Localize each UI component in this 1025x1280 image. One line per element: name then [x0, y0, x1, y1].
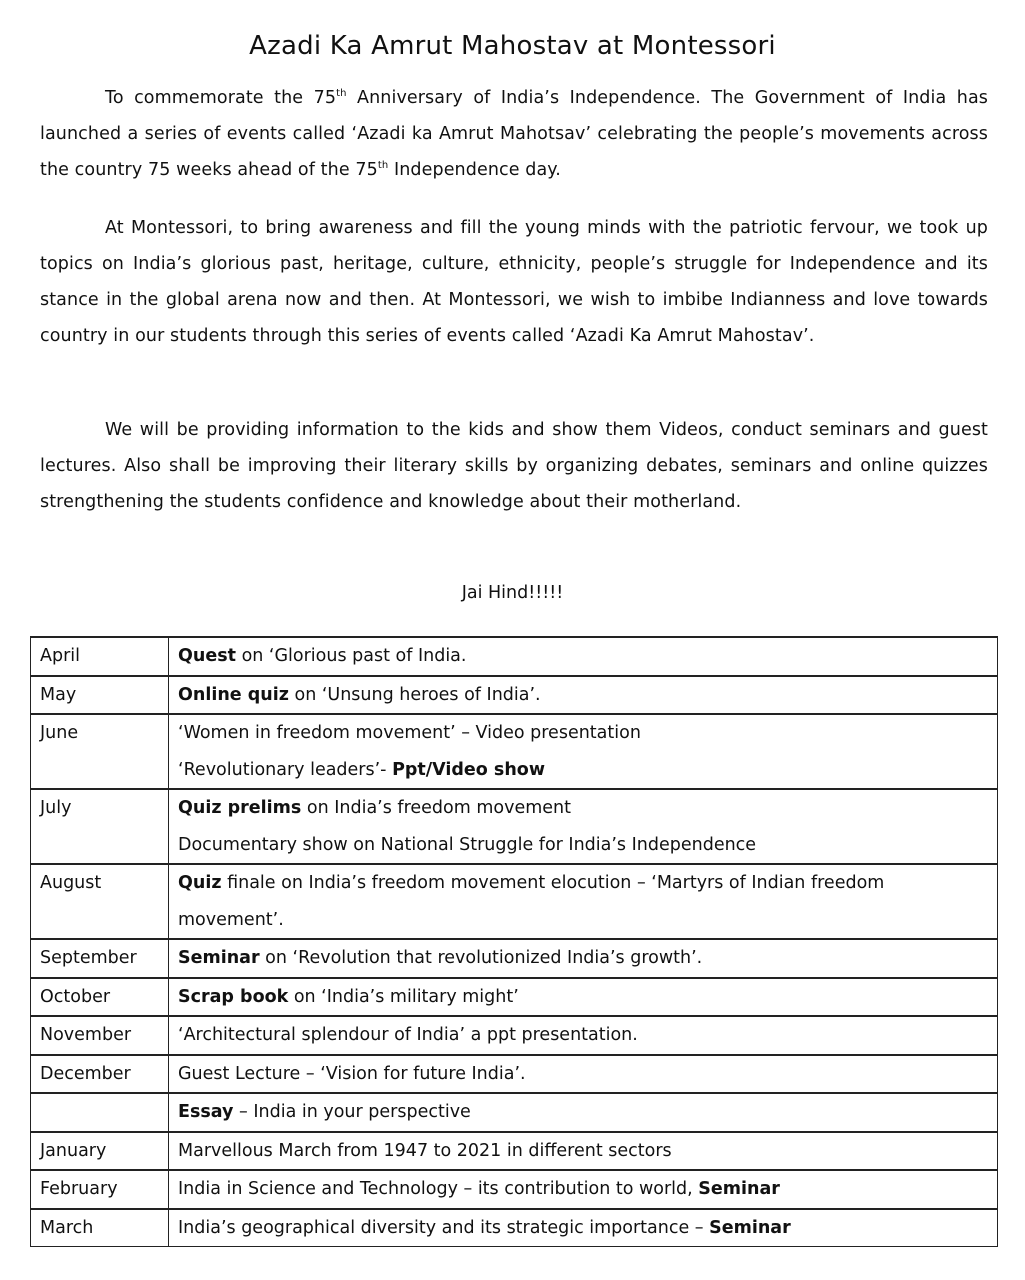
table-row [31, 864, 998, 939]
table-row [31, 1132, 998, 1171]
activity-text: on ‘Unsung heroes of India’. [288, 684, 541, 705]
table-row [31, 676, 998, 715]
activity-line [178, 940, 988, 977]
activity-cell [169, 1132, 998, 1171]
table-row [31, 789, 998, 864]
activity-cell [169, 714, 998, 789]
activity-line [178, 1017, 988, 1054]
activity-keyword: Seminar [709, 1217, 791, 1238]
month-cell: August [31, 864, 169, 939]
activity-cell [169, 939, 998, 978]
month-cell: July [31, 789, 169, 864]
activities-paragraph: We will be providing information to the kids and show them Videos, conduct seminars and guest lectures. Also shall be improving their literary skills by organizing debates, seminars and online quizzes strengthening the students confidence and knowledge about their motherland. [40, 420, 988, 512]
activity-text: India in Science and Technology – its contribution to world, [178, 1179, 699, 1199]
activity-keyword: Online quiz [178, 684, 289, 705]
activity-cell [169, 1209, 998, 1247]
activity-line [178, 638, 988, 675]
table-row [31, 1209, 998, 1247]
table-row [31, 637, 998, 676]
activity-cell [169, 676, 998, 715]
activity-text: Guest Lecture – ‘Vision for future India’. [178, 1063, 526, 1084]
activity-line [178, 1094, 988, 1131]
activity-keyword: Quiz prelims [178, 798, 302, 818]
table-row [31, 978, 998, 1017]
activity-keyword: Seminar [698, 1179, 780, 1199]
activity-line [178, 790, 988, 827]
table-row [31, 1016, 998, 1055]
activity-cell [169, 1016, 998, 1055]
activity-line [178, 715, 988, 752]
activity-text: on India’s freedom movement [301, 798, 571, 818]
month-cell: April [31, 637, 169, 676]
activity-line [178, 1171, 988, 1208]
month-cell: February [31, 1170, 169, 1209]
activity-line [178, 827, 988, 864]
activity-text: Marvellous March from 1947 to 2021 in different sectors [178, 1140, 672, 1161]
activity-line [178, 1056, 988, 1093]
activity-line [178, 1133, 988, 1170]
activity-cell [169, 637, 998, 676]
activity-keyword: Ppt/Video show [392, 759, 545, 780]
activity-cell [169, 1055, 998, 1094]
intro-paragraph: To commemorate the 75th Anniversary of India’s Independence. The Government of India has launched a series of events called ‘Azadi ka Amrut Mahotsav’ celebrating the people’s movements across the country 75 weeks ahead of the 75th Independence day. [40, 88, 988, 180]
month-cell: December [31, 1055, 169, 1094]
activity-text: finale on India’s freedom movement elocution – ‘Martyrs of Indian freedom movement’. [178, 873, 885, 930]
activity-cell [169, 1093, 998, 1132]
activity-text: on ‘Revolution that revolutionized India’s growth’. [259, 948, 703, 968]
activity-keyword: Seminar [178, 948, 260, 968]
month-cell: May [31, 676, 169, 715]
table-row [31, 1093, 998, 1132]
activity-cell [169, 864, 998, 939]
activity-text: ‘Architectural splendour of India’ a ppt presentation. [178, 1025, 638, 1045]
table-row [31, 939, 998, 978]
activity-line [178, 677, 988, 714]
activity-keyword: Quest [178, 646, 236, 666]
month-cell: June [31, 714, 169, 789]
activity-keyword: Essay [178, 1102, 234, 1122]
month-cell: November [31, 1016, 169, 1055]
activity-text: on ‘Glorious past of India. [236, 646, 467, 666]
activity-line [178, 979, 988, 1016]
month-cell: October [31, 978, 169, 1017]
activity-cell [169, 978, 998, 1017]
closing-line: Jai Hind!!!!! [461, 583, 564, 603]
table-row [31, 1055, 998, 1094]
activity-text: – India in your perspective [233, 1102, 471, 1122]
table-row [31, 714, 998, 789]
activity-cell [169, 789, 998, 864]
schedule-table [30, 636, 998, 1247]
activity-cell [169, 1170, 998, 1209]
activity-keyword: Quiz [178, 873, 222, 893]
activity-text: India’s geographical diversity and its strategic importance – [178, 1217, 710, 1238]
month-cell: January [31, 1132, 169, 1171]
activity-line [178, 752, 988, 789]
montessori-paragraph: At Montessori, to bring awareness and fill the young minds with the patriotic fervour, we took up topics on India’s glorious past, heritage, culture, ethnicity, people’s struggle for Independence and its stance in the global arena now and then. At Montessori, we wish to imbibe Indianness and love towards country in our students through this series of events called ‘Azadi Ka Amrut Mahostav’. [40, 218, 988, 346]
activity-text: ‘Revolutionary leaders’- [178, 759, 393, 780]
table-row [31, 1170, 998, 1209]
document-title: Azadi Ka Amrut Mahostav at Montessori [249, 31, 776, 62]
activity-text: ‘Women in freedom movement’ – Video presentation [178, 723, 641, 743]
activity-keyword: Scrap book [178, 986, 289, 1007]
activity-line [178, 865, 988, 938]
month-cell [31, 1093, 169, 1132]
month-cell: September [31, 939, 169, 978]
activity-text: Documentary show on National Struggle for India’s Independence [178, 834, 757, 855]
activity-line [178, 1210, 988, 1247]
activity-text: on ‘India’s military might’ [288, 986, 519, 1007]
month-cell: March [31, 1209, 169, 1247]
